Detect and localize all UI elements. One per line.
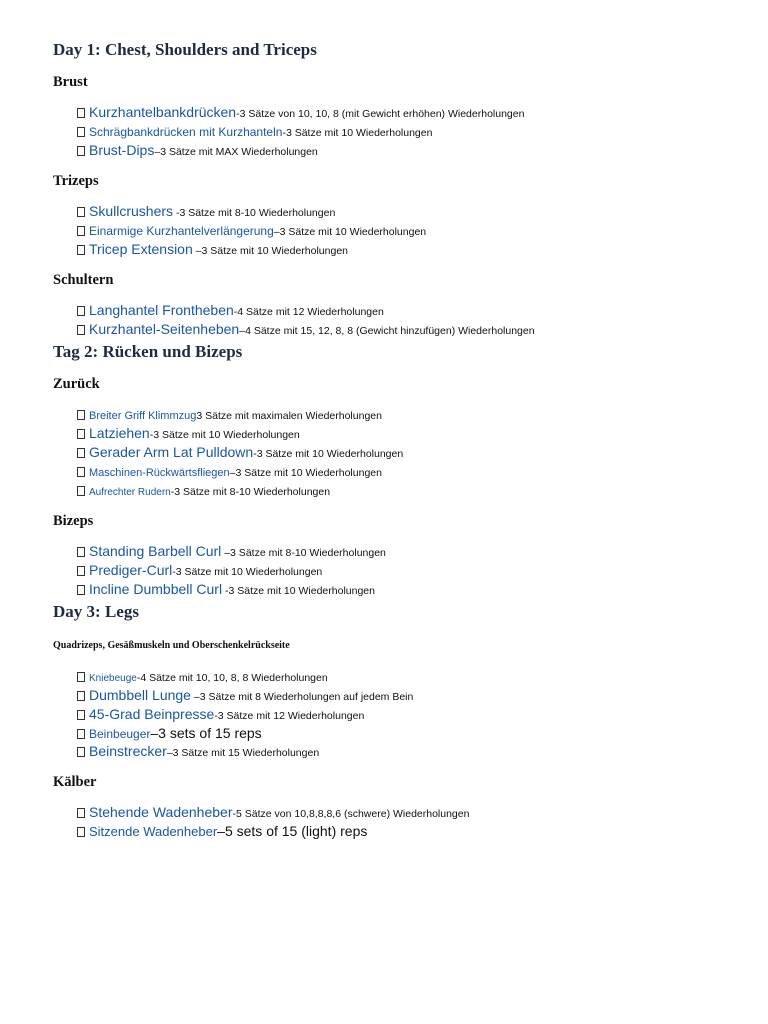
muscle-group-heading: Trizeps <box>53 173 99 189</box>
muscle-group-heading: Quadrizeps, Gesäßmuskeln und Oberschenkelrückseite <box>53 640 290 651</box>
checkbox-glyph-icon <box>77 207 85 217</box>
checkbox-glyph-icon <box>77 429 85 439</box>
exercise-list <box>53 543 753 600</box>
workout-document <box>53 38 753 840</box>
exercise-detail: –3 Sätze mit 8 Wiederholungen auf jedem Bein <box>190 691 414 703</box>
day-heading: Day 3: Legs <box>53 602 139 621</box>
exercise-item <box>77 406 753 425</box>
exercise-link-gerader-arm-lat-pulldown[interactable]: Gerader Arm Lat Pulldown <box>89 444 254 460</box>
exercise-item <box>77 222 753 241</box>
exercise-list <box>53 668 753 762</box>
exercise-link-beinbeuger[interactable]: Beinbeuger <box>89 727 151 741</box>
checkbox-glyph-icon <box>77 808 85 818</box>
exercise-item <box>77 562 753 581</box>
exercise-item <box>77 425 753 444</box>
muscle-group-heading: Brust <box>53 74 88 90</box>
exercise-item <box>77 543 753 562</box>
exercise-link-prediger-curl[interactable]: Prediger-Curl <box>89 562 173 578</box>
checkbox-glyph-icon <box>77 306 85 316</box>
checkbox-glyph-icon <box>77 448 85 458</box>
exercise-item <box>77 581 753 600</box>
exercise-list <box>53 406 753 501</box>
checkbox-glyph-icon <box>77 467 85 477</box>
exercise-detail: -3 Sätze von 10, 10, 8 (mit Gewicht erhöhen) Wiederholungen <box>236 108 525 120</box>
exercise-link-brust-dips[interactable]: Brust-Dips <box>89 142 155 158</box>
exercise-link-einarmige-kurzhantelverlangerung[interactable]: Einarmige Kurzhantelverlängerung <box>89 224 274 238</box>
exercise-detail: -3 Sätze mit 8-10 Wiederholungen <box>170 486 331 498</box>
muscle-group-heading: Bizeps <box>53 513 94 529</box>
checkbox-glyph-icon <box>77 486 85 496</box>
muscle-group-heading: Schultern <box>53 272 114 288</box>
exercise-item <box>77 823 753 840</box>
checkbox-glyph-icon <box>77 827 85 837</box>
checkbox-glyph-icon <box>77 108 85 118</box>
exercise-detail: -3 Sätze mit 10 Wiederholungen <box>172 566 323 578</box>
checkbox-glyph-icon <box>77 672 85 682</box>
muscle-group-heading: Zurück <box>53 376 100 392</box>
exercise-item <box>77 123 753 142</box>
checkbox-glyph-icon <box>77 710 85 720</box>
exercise-link-skullcrushers[interactable]: Skullcrushers <box>89 203 174 219</box>
exercise-detail: 3 Sätze mit maximalen Wiederholungen <box>196 410 382 422</box>
exercise-link-beinstrecker[interactable]: Beinstrecker <box>89 743 167 759</box>
exercise-item <box>77 804 753 823</box>
exercise-detail: -3 Sätze mit 10 Wiederholungen <box>282 127 433 139</box>
exercise-link-breiter-griff-klimmzug[interactable]: Breiter Griff Klimmzug <box>89 410 197 422</box>
exercise-item <box>77 463 753 482</box>
checkbox-glyph-icon <box>77 245 85 255</box>
muscle-group-heading: Kälber <box>53 774 97 790</box>
exercise-link-dumbbell-lunge[interactable]: Dumbbell Lunge <box>89 687 191 703</box>
checkbox-glyph-icon <box>77 747 85 757</box>
day-heading: Tag 2: Rücken und Bizeps <box>53 342 243 361</box>
exercise-link-standing-barbell-curl[interactable]: Standing Barbell Curl <box>89 543 222 559</box>
exercise-link-sitzende-wadenheber[interactable]: Sitzende Wadenheber <box>89 824 218 839</box>
exercise-link-aufrechter-rudern[interactable]: Aufrechter Rudern <box>89 487 171 498</box>
exercise-link-latziehen[interactable]: Latziehen <box>89 425 150 441</box>
exercise-item <box>77 142 753 161</box>
exercise-item <box>77 241 753 260</box>
exercise-link-kurzhantel-seitenheben[interactable]: Kurzhantel-Seitenheben <box>89 321 240 337</box>
exercise-item <box>77 668 753 687</box>
exercise-item <box>77 482 753 501</box>
exercise-detail: –3 Sätze mit 8-10 Wiederholungen <box>221 547 386 559</box>
checkbox-glyph-icon <box>77 547 85 557</box>
exercise-detail: –3 Sätze mit 10 Wiederholungen <box>273 226 427 238</box>
exercise-item <box>77 203 753 222</box>
checkbox-glyph-icon <box>77 127 85 137</box>
exercise-detail: -4 Sätze mit 12 Wiederholungen <box>233 306 384 318</box>
exercise-list <box>53 203 753 260</box>
day-heading: Day 1: Chest, Shoulders and Triceps <box>53 40 317 59</box>
exercise-list <box>53 804 753 840</box>
checkbox-glyph-icon <box>77 410 85 420</box>
exercise-detail: –3 Sätze mit MAX Wiederholungen <box>154 146 318 158</box>
exercise-detail: –3 Sätze mit 10 Wiederholungen <box>229 467 382 479</box>
exercise-list <box>53 302 753 340</box>
checkbox-glyph-icon <box>77 146 85 156</box>
exercise-item <box>77 302 753 321</box>
exercise-detail: -4 Sätze mit 10, 10, 8, 8 Wiederholungen <box>136 672 328 684</box>
exercise-link-kurzhantelbankdrucken[interactable]: Kurzhantelbankdrücken <box>89 104 237 120</box>
exercise-item <box>77 104 753 123</box>
exercise-detail: –4 Sätze mit 15, 12, 8, 8 (Gewicht hinzufügen) Wiederholungen <box>239 325 535 337</box>
exercise-item <box>77 687 753 706</box>
exercise-list <box>53 104 753 161</box>
exercise-item <box>77 444 753 463</box>
exercise-detail: -3 Sätze mit 10 Wiederholungen <box>149 429 300 441</box>
exercise-item <box>77 725 753 743</box>
checkbox-glyph-icon <box>77 691 85 701</box>
checkbox-glyph-icon <box>77 566 85 576</box>
exercise-detail: –5 sets of 15 (light) reps <box>217 823 368 839</box>
exercise-item <box>77 321 753 340</box>
exercise-link-tricep-extension[interactable]: Tricep Extension <box>89 241 193 257</box>
checkbox-glyph-icon <box>77 226 85 236</box>
exercise-detail: -3 Sätze mit 12 Wiederholungen <box>214 710 365 722</box>
exercise-detail: –3 Sätze mit 10 Wiederholungen <box>192 245 349 257</box>
exercise-link-incline-dumbbell-curl[interactable]: Incline Dumbbell Curl <box>89 581 223 597</box>
exercise-detail: -3 Sätze mit 8-10 Wiederholungen <box>173 207 336 219</box>
exercise-link-kniebeuge[interactable]: Kniebeuge <box>89 673 137 684</box>
checkbox-glyph-icon <box>77 585 85 595</box>
exercise-item <box>77 743 753 762</box>
checkbox-glyph-icon <box>77 729 85 739</box>
exercise-link-45-grad-beinpresse[interactable]: 45-Grad Beinpresse <box>89 706 215 722</box>
exercise-item <box>77 706 753 725</box>
exercise-link-schragbankdrucken-mit-kurzhanteln[interactable]: Schrägbankdrücken mit Kurzhanteln <box>89 125 283 139</box>
exercise-link-langhantel-frontheben[interactable]: Langhantel Frontheben <box>89 302 234 318</box>
exercise-detail: –3 Sätze mit 15 Wiederholungen <box>166 747 320 759</box>
exercise-link-maschinen-ruckwartsfliegen[interactable]: Maschinen-Rückwärtsfliegen <box>89 467 230 479</box>
exercise-detail: -3 Sätze mit 10 Wiederholungen <box>253 448 404 460</box>
exercise-detail: –3 sets of 15 reps <box>150 725 262 741</box>
exercise-detail: -5 Sätze von 10,8,8,8,6 (schwere) Wiederholungen <box>232 808 470 820</box>
checkbox-glyph-icon <box>77 325 85 335</box>
exercise-link-stehende-wadenheber[interactable]: Stehende Wadenheber <box>89 804 233 820</box>
exercise-detail: -3 Sätze mit 10 Wiederholungen <box>222 585 375 597</box>
